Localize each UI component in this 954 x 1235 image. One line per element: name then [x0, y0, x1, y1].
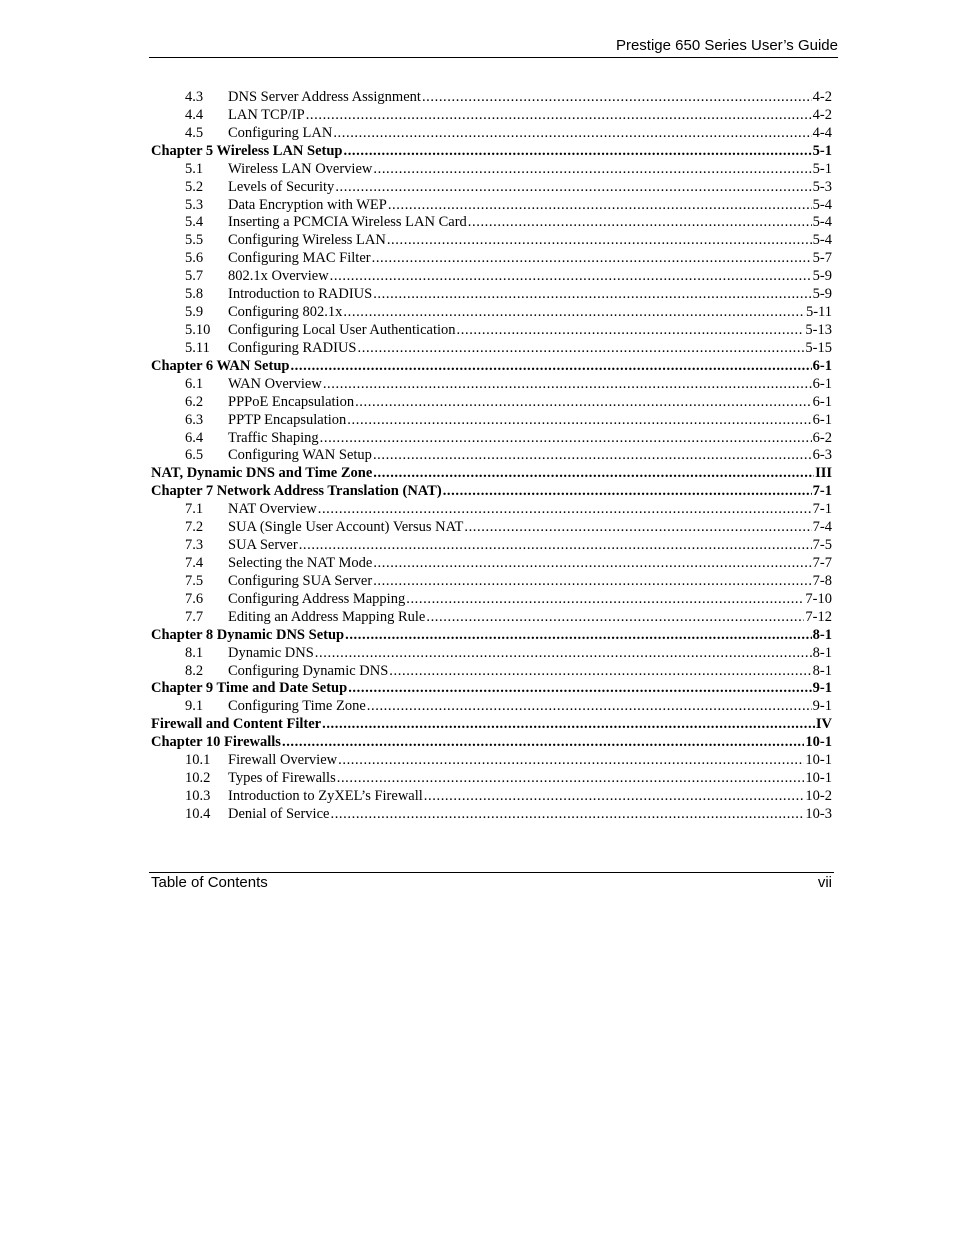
toc-entry-title: Dynamic DNS — [228, 644, 314, 661]
toc-entry-page: 7-5 — [812, 537, 832, 554]
toc-entry-number: 8.1 — [185, 644, 204, 661]
toc-entry-number: 5.7 — [185, 268, 204, 285]
toc-dot-leader — [315, 645, 812, 663]
toc-entry-title: Configuring WAN Setup — [228, 447, 372, 464]
toc-dot-leader — [373, 286, 811, 304]
footer-page-number: vii — [817, 874, 832, 891]
toc-entry-title: 802.1x Overview — [228, 268, 329, 285]
toc-entry-number: 7.3 — [185, 537, 204, 554]
toc-entry-title: Chapter 5 Wireless LAN Setup — [151, 142, 343, 159]
toc-entry-title: Configuring Address Mapping — [228, 590, 406, 607]
toc-dot-leader — [337, 770, 805, 788]
toc-entry-title: Introduction to RADIUS — [228, 286, 373, 303]
toc-entry-page: 8-1 — [812, 644, 832, 661]
footer-rule — [149, 872, 834, 873]
toc-entry-page: 7-7 — [812, 554, 832, 571]
toc-section-entry[interactable] — [151, 304, 832, 322]
toc-section-entry[interactable] — [151, 376, 832, 394]
toc-entry-title: Configuring Local User Authentication — [228, 321, 456, 338]
toc-entry-number: 5.11 — [185, 339, 210, 356]
toc-entry-title: Denial of Service — [228, 805, 330, 822]
toc-entry-page: 7-4 — [812, 519, 832, 536]
toc-entry-page: 10-1 — [805, 734, 832, 751]
header-rule — [149, 57, 838, 58]
toc-dot-leader — [335, 179, 811, 197]
toc-dot-leader — [443, 483, 812, 501]
toc-dot-leader — [388, 197, 812, 215]
toc-entry-number: 6.3 — [185, 411, 204, 428]
toc-dot-leader — [372, 250, 812, 268]
toc-entry-title: Firewall and Content Filter — [151, 716, 322, 733]
toc-dot-leader — [367, 698, 812, 716]
toc-entry-page: III — [815, 465, 832, 482]
toc-chapter-entry[interactable] — [151, 627, 832, 645]
toc-dot-leader — [373, 161, 811, 179]
toc-dot-leader — [348, 680, 811, 698]
toc-section-entry[interactable] — [151, 609, 832, 627]
toc-dot-leader — [306, 107, 812, 125]
toc-entry-page: 6-1 — [812, 393, 832, 410]
toc-entry-title: Inserting a PCMCIA Wireless LAN Card — [228, 214, 467, 231]
toc-dot-leader — [318, 501, 812, 519]
toc-dot-leader — [373, 573, 811, 591]
toc-entry-number: 5.6 — [185, 250, 204, 267]
table-of-contents — [151, 89, 832, 824]
toc-entry-number: 9.1 — [185, 698, 204, 715]
toc-entry-number: 5.8 — [185, 286, 204, 303]
toc-dot-leader — [424, 788, 805, 806]
toc-entry-page: 9-1 — [812, 698, 832, 715]
toc-section-entry[interactable] — [151, 161, 832, 179]
toc-section-entry[interactable] — [151, 752, 832, 770]
toc-entry-page: 8-1 — [812, 626, 832, 643]
toc-section-entry[interactable] — [151, 519, 832, 537]
toc-entry-page: 5-1 — [812, 142, 832, 159]
toc-section-entry[interactable] — [151, 698, 832, 716]
toc-dot-leader — [290, 358, 811, 376]
toc-dot-leader — [422, 89, 812, 107]
toc-entry-number: 7.6 — [185, 590, 204, 607]
toc-section-entry[interactable] — [151, 537, 832, 555]
toc-entry-page: 6-1 — [812, 411, 832, 428]
toc-entry-title: WAN Overview — [228, 375, 322, 392]
toc-dot-leader — [406, 591, 804, 609]
toc-entry-number: 4.5 — [185, 124, 204, 141]
toc-entry-page: 10-1 — [805, 770, 832, 787]
toc-section-entry[interactable] — [151, 663, 832, 681]
toc-dot-leader — [358, 340, 805, 358]
toc-dot-leader — [330, 806, 804, 824]
toc-entry-title: NAT, Dynamic DNS and Time Zone — [151, 465, 373, 482]
toc-entry-page: 10-2 — [805, 787, 832, 804]
toc-section-entry[interactable] — [151, 806, 832, 824]
toc-entry-title: Configuring Wireless LAN — [228, 232, 386, 249]
toc-entry-number: 8.2 — [185, 662, 204, 679]
toc-entry-title: Chapter 9 Time and Date Setup — [151, 680, 348, 697]
toc-dot-leader — [464, 519, 811, 537]
toc-chapter-entry[interactable] — [151, 358, 832, 376]
toc-chapter-entry[interactable] — [151, 734, 832, 752]
toc-entry-title: SUA Server — [228, 537, 298, 554]
toc-dot-leader — [338, 752, 804, 770]
footer-section-title: Table of Contents — [151, 874, 268, 891]
toc-entry-page: 7-8 — [812, 572, 832, 589]
toc-dot-leader — [343, 304, 805, 322]
toc-entry-title: Introduction to ZyXEL’s Firewall — [228, 787, 423, 804]
toc-entry-page: 5-13 — [805, 321, 832, 338]
toc-entry-page: 5-3 — [812, 178, 832, 195]
toc-section-entry[interactable] — [151, 197, 832, 215]
toc-entry-page: 6-2 — [812, 429, 832, 446]
toc-section-entry[interactable] — [151, 555, 832, 573]
toc-entry-title: SUA (Single User Account) Versus NAT — [228, 519, 464, 536]
toc-entry-title: Firewall Overview — [228, 752, 338, 769]
toc-entry-page: 5-9 — [812, 268, 832, 285]
toc-dot-leader — [389, 663, 811, 681]
toc-entry-page: 5-9 — [812, 286, 832, 303]
toc-entry-title: Traffic Shaping — [228, 429, 319, 446]
toc-entry-title: PPPoE Encapsulation — [228, 393, 355, 410]
toc-dot-leader — [330, 268, 812, 286]
toc-section-entry[interactable] — [151, 788, 832, 806]
toc-dot-leader — [457, 322, 805, 340]
toc-dot-leader — [355, 394, 812, 412]
toc-entry-title: Data Encryption with WEP — [228, 196, 387, 213]
toc-entry-title: LAN TCP/IP — [228, 106, 305, 123]
toc-entry-page: 7-10 — [805, 590, 832, 607]
toc-dot-leader — [282, 734, 804, 752]
toc-section-entry[interactable] — [151, 430, 832, 448]
toc-chapter-entry[interactable] — [151, 680, 832, 698]
toc-section-entry[interactable] — [151, 573, 832, 591]
toc-entry-page: IV — [815, 716, 832, 733]
toc-entry-title: Configuring MAC Filter — [228, 250, 371, 267]
toc-entry-page: 7-1 — [812, 483, 832, 500]
toc-entry-page: 6-1 — [812, 357, 832, 374]
toc-section-entry[interactable] — [151, 645, 832, 663]
toc-dot-leader — [468, 214, 812, 232]
toc-chapter-entry[interactable] — [151, 483, 832, 501]
toc-section-entry[interactable] — [151, 268, 832, 286]
toc-dot-leader — [299, 537, 812, 555]
toc-dot-leader — [320, 430, 812, 448]
toc-section-entry[interactable] — [151, 232, 832, 250]
header-title: Prestige 650 Series User’s Guide — [615, 37, 838, 54]
toc-entry-title: Configuring Time Zone — [228, 698, 366, 715]
toc-entry-number: 7.5 — [185, 572, 204, 589]
toc-section-entry[interactable] — [151, 591, 832, 609]
toc-entry-number: 7.1 — [185, 501, 204, 518]
toc-dot-leader — [333, 125, 811, 143]
toc-entry-number: 10.3 — [185, 787, 211, 804]
toc-section-entry[interactable] — [151, 107, 832, 125]
toc-entry-title: Configuring SUA Server — [228, 572, 373, 589]
toc-entry-number: 6.2 — [185, 393, 204, 410]
toc-entry-title: Configuring LAN — [228, 124, 333, 141]
toc-entry-title: Editing an Address Mapping Rule — [228, 608, 426, 625]
toc-chapter-entry[interactable] — [151, 143, 832, 161]
toc-entry-page: 4-2 — [812, 89, 832, 105]
toc-section-entry[interactable] — [151, 125, 832, 143]
toc-entry-title: Types of Firewalls — [228, 770, 336, 787]
toc-dot-leader — [387, 232, 812, 250]
toc-entry-number: 10.1 — [185, 752, 211, 769]
toc-chapter-entry[interactable] — [151, 716, 832, 734]
toc-entry-number: 6.1 — [185, 375, 204, 392]
toc-entry-title: Levels of Security — [228, 178, 335, 195]
toc-entry-number: 5.3 — [185, 196, 204, 213]
toc-dot-leader — [345, 627, 812, 645]
toc-section-entry[interactable] — [151, 250, 832, 268]
toc-entry-page: 6-3 — [812, 447, 832, 464]
toc-entry-title: Chapter 8 Dynamic DNS Setup — [151, 626, 345, 643]
toc-entry-number: 4.4 — [185, 106, 204, 123]
toc-entry-number: 5.1 — [185, 160, 204, 177]
toc-entry-page: 5-4 — [812, 232, 832, 249]
toc-entry-title: Configuring Dynamic DNS — [228, 662, 389, 679]
toc-entry-page: 5-7 — [812, 250, 832, 267]
toc-entry-page: 10-1 — [805, 752, 832, 769]
toc-entry-number: 7.2 — [185, 519, 204, 536]
toc-entry-page: 9-1 — [812, 680, 832, 697]
toc-dot-leader — [343, 143, 811, 161]
toc-entry-title: Configuring RADIUS — [228, 339, 357, 356]
toc-entry-page: 4-4 — [812, 124, 832, 141]
toc-entry-page: 6-1 — [812, 375, 832, 392]
toc-section-entry[interactable] — [151, 447, 832, 465]
toc-section-entry[interactable] — [151, 214, 832, 232]
toc-section-entry[interactable] — [151, 179, 832, 197]
toc-section-entry[interactable] — [151, 394, 832, 412]
toc-entry-number: 7.7 — [185, 608, 204, 625]
toc-section-entry[interactable] — [151, 412, 832, 430]
toc-entry-page: 5-15 — [805, 339, 832, 356]
toc-dot-leader — [373, 447, 812, 465]
toc-entry-title: PPTP Encapsulation — [228, 411, 347, 428]
toc-dot-leader — [373, 465, 814, 483]
toc-entry-page: 10-3 — [805, 805, 832, 822]
toc-entry-title: Chapter 7 Network Address Translation (NAT) — [151, 483, 442, 500]
toc-entry-title: Chapter 10 Firewalls — [151, 734, 281, 751]
toc-entry-page: 4-2 — [812, 106, 832, 123]
toc-dot-leader — [323, 376, 812, 394]
toc-dot-leader — [373, 555, 811, 573]
toc-entry-number: 5.9 — [185, 304, 204, 321]
toc-section-entry[interactable] — [151, 501, 832, 519]
toc-entry-title: DNS Server Address Assignment — [228, 89, 421, 105]
toc-section-entry[interactable] — [151, 322, 832, 340]
toc-dot-leader — [426, 609, 804, 627]
toc-chapter-entry[interactable] — [151, 465, 832, 483]
toc-section-entry[interactable] — [151, 770, 832, 788]
toc-entry-title: Configuring 802.1x — [228, 304, 343, 321]
toc-entry-title: Wireless LAN Overview — [228, 160, 373, 177]
toc-entry-title: NAT Overview — [228, 501, 317, 518]
toc-entry-page: 5-11 — [805, 304, 832, 321]
toc-section-entry[interactable] — [151, 89, 832, 107]
toc-entry-number: 6.5 — [185, 447, 204, 464]
toc-dot-leader — [347, 412, 811, 430]
toc-entry-number: 7.4 — [185, 554, 204, 571]
toc-entry-page: 5-4 — [812, 214, 832, 231]
toc-dot-leader — [322, 716, 815, 734]
toc-entry-number: 6.4 — [185, 429, 204, 446]
toc-section-entry[interactable] — [151, 286, 832, 304]
toc-entry-number: 5.5 — [185, 232, 204, 249]
toc-entry-title: Chapter 6 WAN Setup — [151, 357, 290, 374]
toc-entry-number: 5.4 — [185, 214, 204, 231]
toc-entry-number: 4.3 — [185, 89, 204, 105]
toc-entry-page: 8-1 — [812, 662, 832, 679]
toc-entry-title: Selecting the NAT Mode — [228, 554, 373, 571]
toc-entry-number: 10.2 — [185, 770, 211, 787]
toc-entry-page: 5-1 — [812, 160, 832, 177]
toc-entry-number: 5.10 — [185, 321, 211, 338]
toc-entry-page: 5-4 — [812, 196, 832, 213]
toc-entry-page: 7-12 — [805, 608, 832, 625]
toc-entry-number: 10.4 — [185, 805, 211, 822]
toc-section-entry[interactable] — [151, 340, 832, 358]
toc-entry-number: 5.2 — [185, 178, 204, 195]
toc-entry-page: 7-1 — [812, 501, 832, 518]
